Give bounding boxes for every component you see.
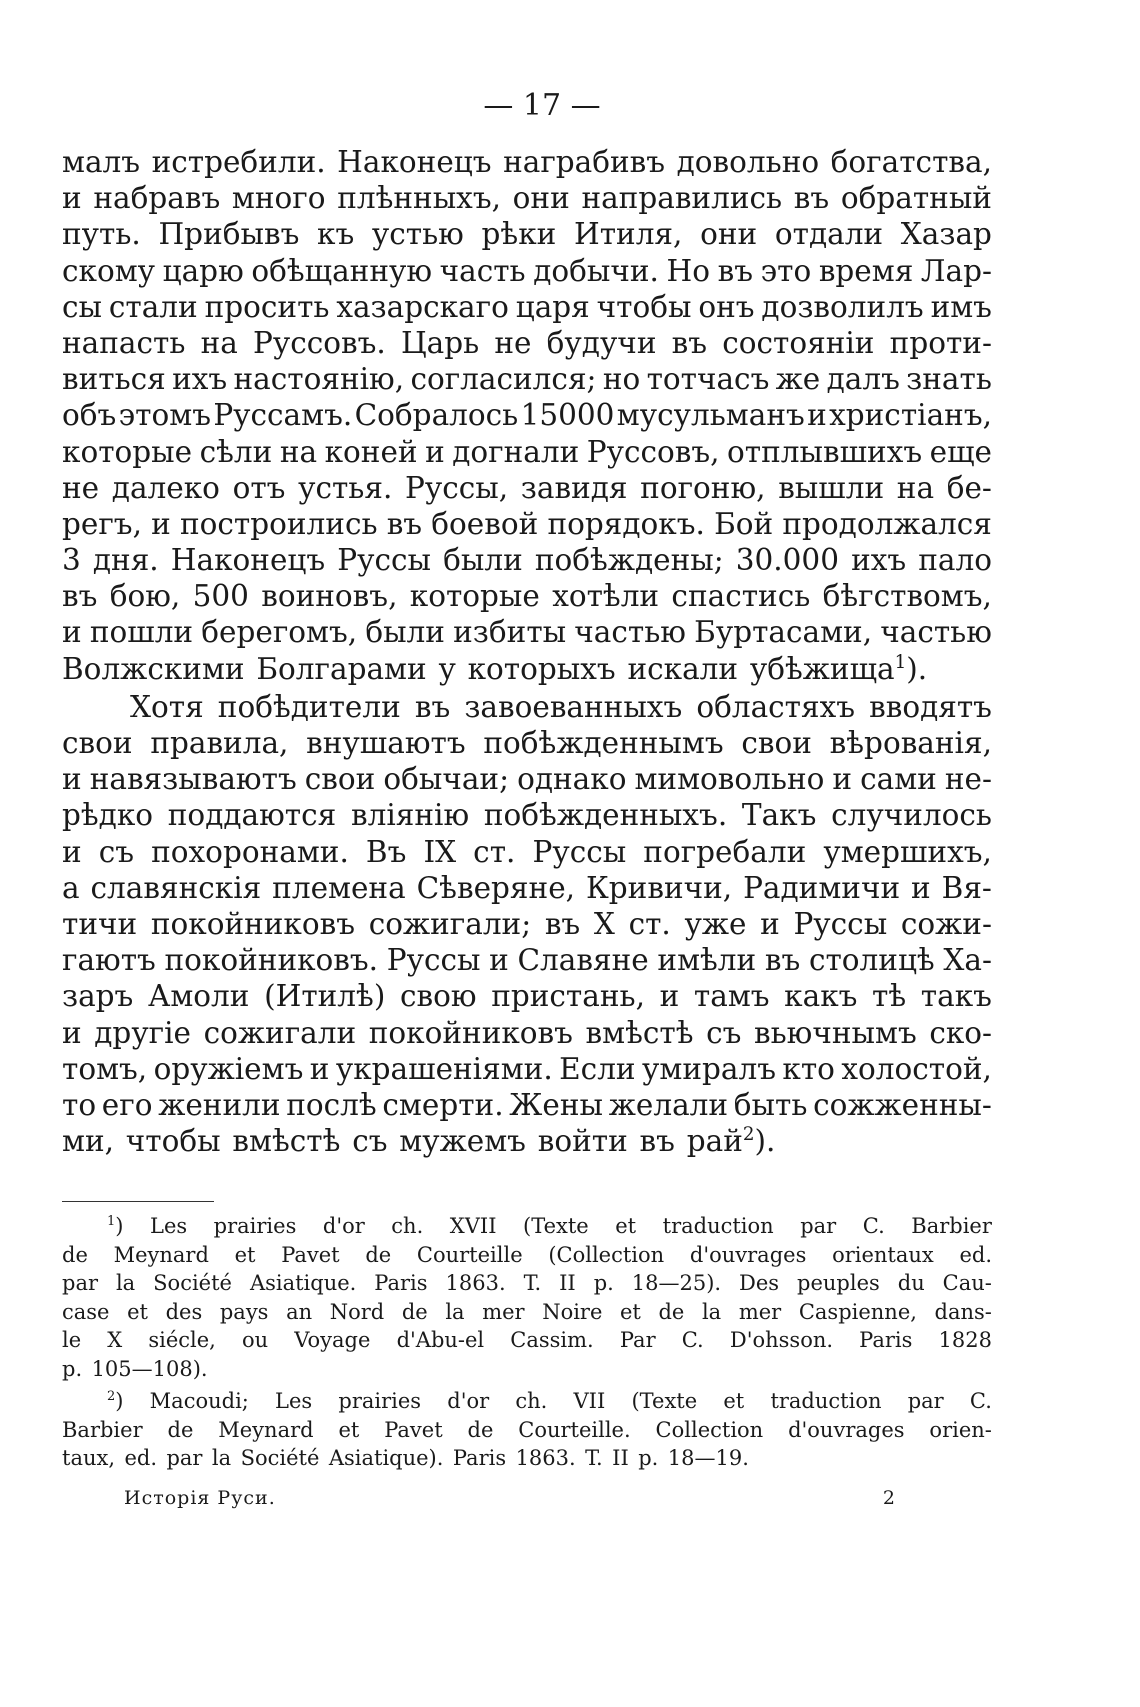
text-line: Хотя побѣдители въ завоеванныхъ областяхъ вводятъ: [130, 689, 992, 724]
text-line: напасть на Руссовъ. Царь не будучи въ состояніи проти-: [62, 325, 992, 360]
text-line: 3 дня. Наконецъ Руссы были побѣждены; 30.000 ихъ пало: [62, 543, 992, 578]
footnote-line: $^2$) Macoudi; Les prairies d'or ch. VII (Texte et traduction par C.: [107, 1389, 992, 1414]
text-line: регъ, и построились въ боевой порядокъ. Бой продолжался: [62, 506, 992, 541]
page-footer: [62, 1487, 992, 1509]
footnote-line: case et des pays an Nord de la mer Noire et de la mer Caspienne, dans-: [62, 1299, 992, 1324]
footnote-divider: [62, 1201, 214, 1202]
text-line: то его женили послѣ смерти. Жены желали быть сожженны-: [62, 1087, 992, 1122]
text-line: тичи покойниковъ сожигали; въ X ст. уже и Руссы сожи-: [62, 906, 992, 941]
footnote-reference: 2: [742, 1124, 755, 1146]
footnote-reference: 1: [894, 651, 907, 673]
main-text: [62, 144, 992, 1159]
page-number: — 17 —: [483, 88, 601, 123]
footnote-1: [62, 1212, 992, 1383]
text-line: малъ истребили. Наконецъ награбивъ довольно богатства,: [62, 145, 992, 179]
text-line: а славянскія племена Сѣверяне, Кривичи, Радимичи и Вя-: [62, 870, 992, 905]
footnotes: [62, 1212, 992, 1473]
running-footer-title: Исторія Руси.: [124, 1486, 276, 1509]
footnote-2: [62, 1387, 992, 1473]
text-line: и пошли берегомъ, были избиты частью Буртасами, частью: [62, 615, 992, 650]
text-line: томъ, оружіемъ и украшеніями. Если умиралъ кто холостой,: [62, 1051, 992, 1086]
signature-mark: 2: [882, 1486, 896, 1509]
text-line: гаютъ покойниковъ. Руссы и Славяне имѣли въ столицѣ Ха-: [62, 943, 992, 978]
text-line: и другіе сожигали покойниковъ вмѣстѣ съ вьючнымъ ско-: [62, 1015, 992, 1050]
paragraph-2: [62, 689, 992, 1159]
text-line: скому царю обѣщанную часть добычи. Но въ это время Лар-: [62, 253, 992, 288]
book-page: [62, 78, 992, 1509]
text-line: путь. Прибывъ къ устью рѣки Итиля, они отдали Хазар: [62, 217, 992, 252]
text-line: и набравъ много плѣнныхъ, они направились въ обратный: [62, 181, 992, 216]
text-line: заръ Амоли (Итилѣ) свою пристань, и тамъ какъ тѣ такъ: [62, 979, 992, 1014]
footnote-line: de Meynard et Pavet de Courteille (Collection d'ouvrages orientaux ed.: [62, 1242, 992, 1267]
footnote-reference-close: ).: [906, 651, 928, 686]
text-line: которые сѣли на коней и догнали Руссовъ, отплывшихъ еще: [62, 434, 992, 469]
footnote-marker: 1: [107, 1214, 116, 1230]
text-line: Волжскими Болгарами у которыхъ искали убѣжища$^1$).: [62, 651, 928, 686]
footnote-reference-close: ).: [754, 1124, 776, 1159]
text-line: не далеко отъ устья. Руссы, завидя погоню, вышли на бе-: [62, 470, 992, 505]
footnote-marker: 2: [107, 1389, 116, 1405]
text-line: ми, чтобы вмѣстѣ съ мужемъ войти въ рай$^2$).: [62, 1124, 776, 1159]
footnote-line: Barbier de Meynard et Pavet de Courteille. Collection d'ouvrages orien-: [62, 1417, 992, 1442]
text-line: виться ихъ настоянію, согласился; но тотчасъ же далъ знать: [62, 362, 992, 397]
text-line: и навязываютъ свои обычаи; однако мимовольно и сами не-: [62, 762, 992, 797]
text-line: сы стали просить хазарскаго царя чтобы онъ дозволилъ имъ: [62, 289, 992, 324]
paragraph-1: [62, 144, 992, 687]
text-line: рѣдко поддаются вліянію побѣжденныхъ. Такъ случилось: [62, 798, 992, 833]
footnote-line: le X siécle, ou Voyage d'Abu-el Cassim. Par C. D'ohsson. Paris 1828: [62, 1328, 992, 1353]
footnote-line: taux, ed. par la Société Asiatique). Paris 1863. T. II p. 18—19.: [62, 1446, 749, 1471]
text-line: объ этомъ Руссамъ. Собралось 15000 мусульманъ и христіанъ,: [62, 398, 992, 433]
footnote-line: par la Société Asiatique. Paris 1863. T. II p. 18—25). Des peuples du Cau-: [62, 1271, 992, 1296]
text-line: свои правила, внушаютъ побѣжденнымъ свои вѣрованія,: [62, 726, 992, 760]
footnote-line: p. 105—108).: [62, 1356, 208, 1381]
footnote-line: $^1$) Les prairies d'or ch. XVII (Texte et traduction par C. Barbier: [107, 1214, 992, 1239]
text-line: въ бою, 500 воиновъ, которые хотѣли спастись бѣгствомъ,: [62, 579, 992, 614]
text-line: и съ похоронами. Въ IX ст. Руссы погребали умершихъ,: [62, 834, 992, 869]
